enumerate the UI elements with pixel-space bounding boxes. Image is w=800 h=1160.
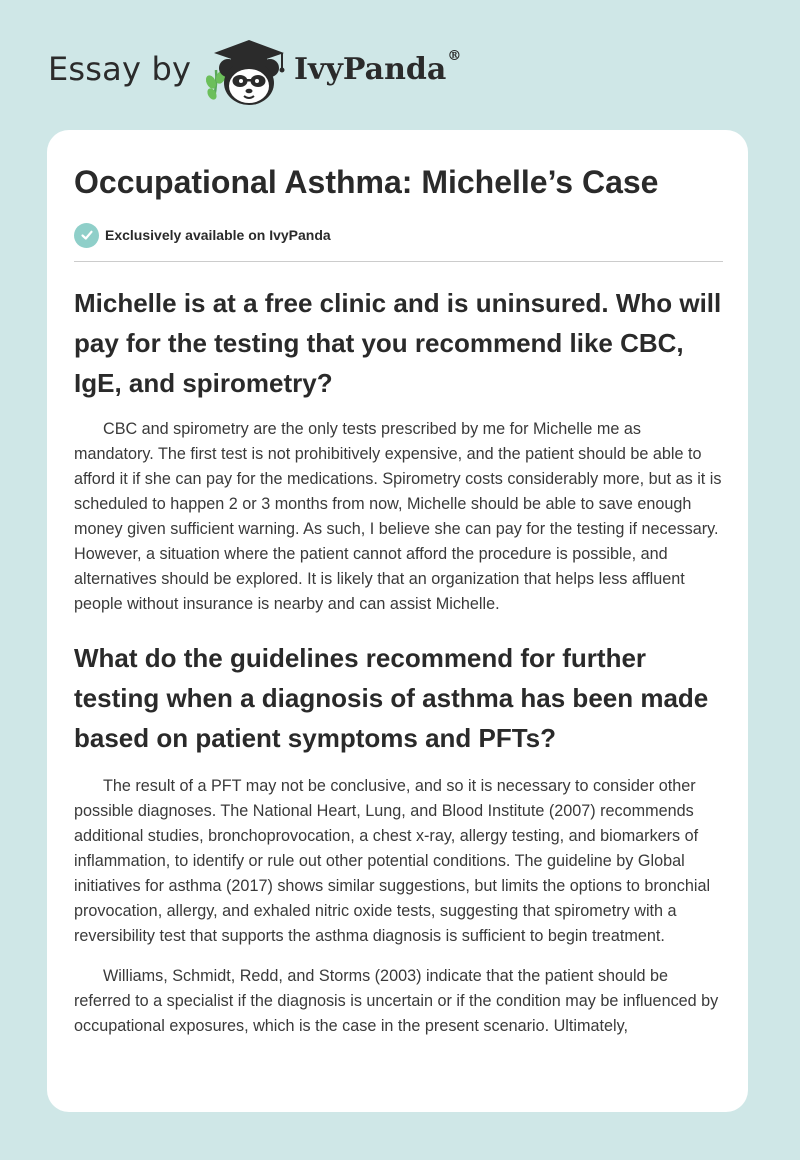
section-paragraph: The result of a PFT may not be conclusive, and so it is necessary to consider other possible diagnoses. The National Heart, Lung, and Blood Institute (2007) recommends additional studies, bronchoprovocation, a chest x-ray, allergy testing, and biomarkers of inflammation, to identify or rule out other potential conditions. The guideline by Global initiatives for asthma (2017) shows similar suggestions, but limits the options to bronchial provocation, allergy, and exhaled nitric oxide tests, suggesting that spirometry with a reversibility test that supports the asthma diagnosis is sufficient to begin treatment. (74, 777, 711, 945)
section-paragraph: Williams, Schmidt, Redd, and Storms (2003) indicate that the patient should be referred to a specialist if the diagnosis is uncertain or if the condition may be influenced by occupational exposures, which is the case in the present scenario. Ultimately, (74, 967, 719, 1035)
brand-name: IvyPanda® (294, 48, 462, 87)
page-title: Occupational Asthma: Michelle’s Case (74, 164, 659, 200)
section-heading: What do the guidelines recommend for further testing when a diagnosis of asthma has been made based on patient symptoms and PFTs? (74, 643, 709, 753)
registered-mark: ® (447, 48, 462, 64)
essay-card (47, 130, 748, 1112)
section-heading: Michelle is at a free clinic and is uninsured. Who will pay for the testing that you recommend like CBC, IgE, and spirometry? (74, 288, 722, 398)
check-circle-icon (74, 223, 99, 248)
badge-text: Exclusively available on IvyPanda (105, 227, 331, 243)
brand-header (0, 0, 800, 120)
divider (74, 261, 723, 262)
section-paragraph: CBC and spirometry are the only tests prescribed by me for Michelle me as mandatory. The first test is not prohibitively expensive, and the patient should be able to afford it if she can pay for the medications. Spirometry costs considerably more, but as it is scheduled to happen 2 or 3 months from now, Michelle should be able to save enough money given sufficient warning. As such, I believe she can pay for the testing if necessary. However, a situation where the patient cannot afford the procedure is possible, and alternatives should be explored. It is likely that an organization that helps less affluent people without insurance is nearby and can assist Michelle. (74, 420, 722, 613)
essay-content (74, 283, 724, 1039)
availability-badge (74, 222, 331, 248)
panda-graduate-logo-icon (200, 34, 296, 108)
brand-prefix: Essay by (48, 50, 192, 88)
